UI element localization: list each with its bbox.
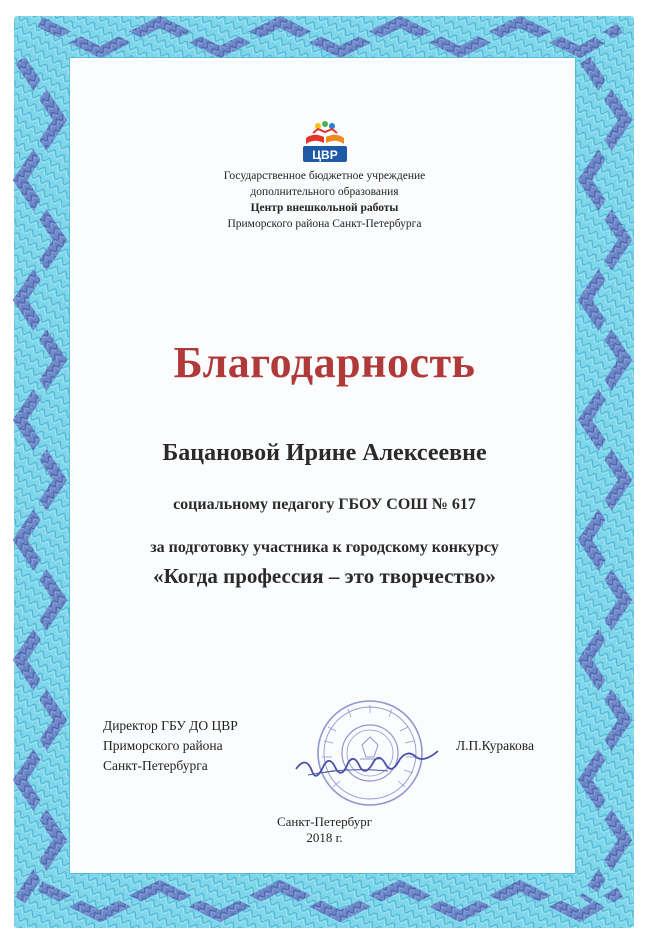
director-position-line-3: Санкт-Петербурга [103,758,208,773]
recipient-name: Бацановой Ирине Алексеевне [162,440,487,466]
issue-city: Санкт-Петербург [276,814,373,829]
certificate-title: Благодарность [173,338,476,387]
recipient-role: социальному педагогу ГБОУ СОШ № 617 [173,496,476,513]
org-line-2: дополнительного образования [250,186,399,198]
director-name: Л.П.Куракова [456,738,534,753]
org-line-1: Государственное бюджетное учреждение [223,170,426,182]
org-line-4: Приморского района Санкт-Петербурга [227,218,422,230]
contest-name: «Когда профессия – это творчество» [153,564,496,588]
org-line-3: Центр внешкольной работы [250,202,399,214]
director-position-line-2: Приморского района [103,738,223,753]
official-stamp [288,697,448,812]
cvr-logo [300,118,350,164]
reason-text: за подготовку участника к городскому конкурсу [150,539,499,556]
logo-text: ЦВР [312,148,338,162]
director-position-line-1: Директор ГБУ ДО ЦВР [103,718,238,733]
issue-year: 2018 г. [306,830,343,845]
